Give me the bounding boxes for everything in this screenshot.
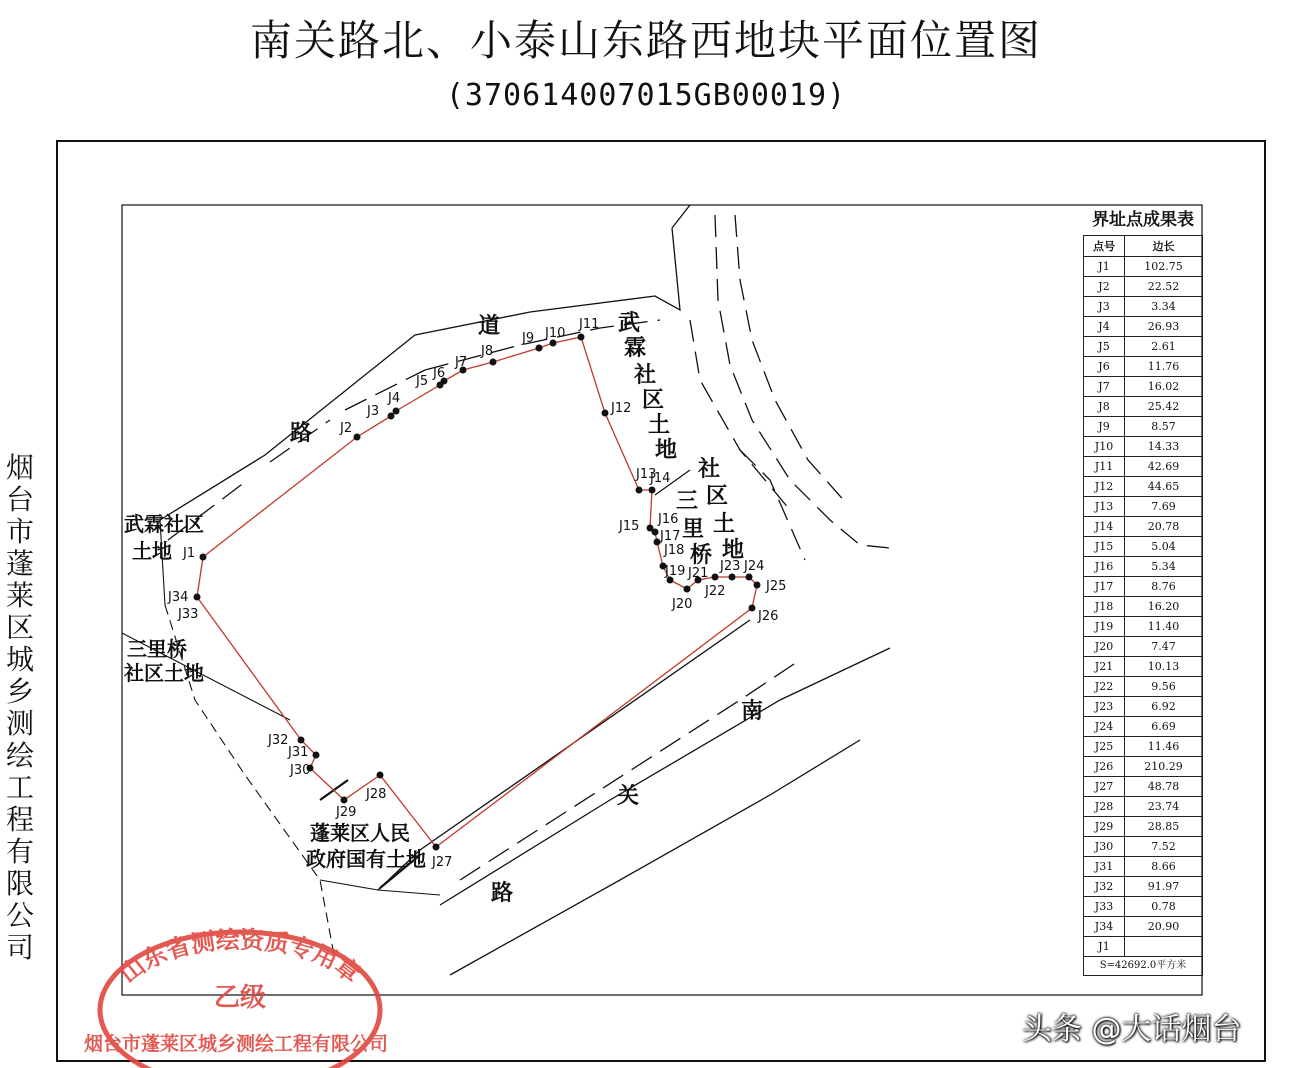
label-J10: J10 — [545, 326, 566, 341]
region-sanliqiao-east-6: 里 — [682, 517, 705, 542]
point-J16 — [652, 529, 659, 536]
label-J24: J24 — [744, 559, 765, 574]
edge-length-cell: 20.78 — [1125, 517, 1203, 537]
region-sanliqiao-west-2: 社区土地 — [124, 661, 204, 685]
table-row — [1084, 637, 1203, 657]
edge-length-cell: 7.52 — [1125, 837, 1203, 857]
point-id-cell: J15 — [1084, 537, 1125, 557]
region-gov-1: 蓬莱区人民 — [310, 821, 410, 845]
region-wulin-east-2: 霖 — [624, 336, 647, 361]
point-id-cell: J8 — [1084, 397, 1125, 417]
table-row — [1084, 857, 1203, 877]
table-row — [1084, 797, 1203, 817]
label-J5: J5 — [416, 374, 429, 389]
point-id-cell: J31 — [1084, 857, 1125, 877]
edge-length-cell: 0.78 — [1125, 897, 1203, 917]
edge-length-cell: 5.04 — [1125, 537, 1203, 557]
point-id-cell: J30 — [1084, 837, 1125, 857]
edge-length-cell: 3.34 — [1125, 297, 1203, 317]
table-row — [1084, 417, 1203, 437]
road-south-dashed-1 — [460, 660, 800, 880]
point-id-cell: J33 — [1084, 897, 1125, 917]
point-id-cell: J19 — [1084, 617, 1125, 637]
road-label-guan: 关 — [617, 784, 640, 809]
point-id-cell: J32 — [1084, 877, 1125, 897]
table-row — [1084, 757, 1203, 777]
table-row — [1084, 937, 1203, 957]
point-J23 — [729, 574, 736, 581]
label-J19: J19 — [665, 564, 686, 579]
point-id-cell: J1 — [1084, 937, 1125, 957]
edge-length-cell: 7.69 — [1125, 497, 1203, 517]
point-id-cell: J22 — [1084, 677, 1125, 697]
point-J1 — [200, 554, 207, 561]
boundary-points — [194, 334, 764, 851]
point-J3 — [388, 413, 395, 420]
point-id-cell: J16 — [1084, 557, 1125, 577]
survey-seal — [83, 926, 388, 1068]
point-J22 — [712, 574, 719, 581]
table-row — [1084, 277, 1203, 297]
parcel-boundary — [197, 337, 757, 847]
label-J9: J9 — [522, 331, 535, 346]
seal-grade: 乙级 — [213, 983, 267, 1013]
label-J29: J29 — [336, 805, 357, 820]
table-row — [1084, 557, 1203, 577]
edge-length-cell: 11.76 — [1125, 357, 1203, 377]
point-id-cell: J29 — [1084, 817, 1125, 837]
road-north-dashed — [168, 370, 425, 540]
point-J9 — [536, 345, 543, 352]
road-east-dashed-3 — [715, 215, 890, 548]
edge-length-cell: 9.56 — [1125, 677, 1203, 697]
point-id-cell: J7 — [1084, 377, 1125, 397]
label-J1: J1 — [183, 546, 196, 561]
region-sanliqiao-east-2: 区 — [706, 484, 729, 509]
edge-length-cell: 28.85 — [1125, 817, 1203, 837]
col-length-header: 边长 — [1125, 236, 1203, 257]
region-wulin-east-3: 社 — [634, 363, 657, 388]
point-id-cell: J2 — [1084, 277, 1125, 297]
table-row — [1084, 317, 1203, 337]
edge-length-cell — [1125, 937, 1203, 957]
road-east-dashed-2 — [740, 450, 805, 560]
point-J34 — [194, 594, 201, 601]
label-J30: J30 — [290, 763, 311, 778]
point-id-cell: J6 — [1084, 357, 1125, 377]
col-point-header: 点号 — [1084, 236, 1125, 257]
label-J27: J27 — [432, 855, 453, 870]
label-J26: J26 — [758, 609, 779, 624]
road-label-dao: 道 — [478, 314, 501, 339]
edge-length-cell: 2.61 — [1125, 337, 1203, 357]
label-J4: J4 — [388, 391, 401, 406]
point-id-cell: J17 — [1084, 577, 1125, 597]
point-id-cell: J18 — [1084, 597, 1125, 617]
edge-length-cell: 14.33 — [1125, 437, 1203, 457]
table-row — [1084, 337, 1203, 357]
area-total: S=42692.0平方米 — [1083, 957, 1203, 976]
label-J16: J16 — [658, 512, 679, 527]
label-J11: J11 — [579, 317, 600, 332]
point-id-cell: J9 — [1084, 417, 1125, 437]
point-id-cell: J13 — [1084, 497, 1125, 517]
edge-length-cell: 44.65 — [1125, 477, 1203, 497]
region-sanliqiao-east-7: 桥 — [690, 543, 713, 568]
edge-length-cell: 11.46 — [1125, 737, 1203, 757]
table-row — [1084, 777, 1203, 797]
label-J23: J23 — [720, 559, 741, 574]
table-row — [1084, 257, 1203, 277]
region-wulin-west-2: 土地 — [132, 539, 172, 563]
table-row — [1084, 897, 1203, 917]
point-J12 — [602, 410, 609, 417]
watermark: 头条 @大话烟台 — [1022, 1012, 1242, 1047]
region-wulin-west-1: 武霖社区 — [124, 512, 204, 536]
region-sanliqiao-east-3: 土 — [713, 512, 736, 537]
edge-length-cell: 5.34 — [1125, 557, 1203, 577]
table-row — [1084, 657, 1203, 677]
label-J28: J28 — [366, 787, 387, 802]
point-id-cell: J23 — [1084, 697, 1125, 717]
edge-length-cell: 20.90 — [1125, 917, 1203, 937]
edge-length-cell: 210.29 — [1125, 757, 1203, 777]
road-north-edge-2 — [672, 205, 690, 228]
point-J14 — [649, 487, 656, 494]
region-gov-2: 政府国有土地 — [306, 847, 426, 871]
parcel-code: (370614007015GB00019) — [445, 78, 847, 113]
point-id-cell: J1 — [1084, 257, 1125, 277]
label-J25: J25 — [766, 579, 787, 594]
label-J31: J31 — [288, 745, 309, 760]
table-row — [1084, 677, 1203, 697]
edge-length-cell: 16.20 — [1125, 597, 1203, 617]
label-J20: J20 — [672, 597, 693, 612]
label-J34: J34 — [168, 590, 189, 605]
point-id-cell: J4 — [1084, 317, 1125, 337]
label-J17: J17 — [660, 529, 681, 544]
point-J31 — [313, 752, 320, 759]
point-id-cell: J21 — [1084, 657, 1125, 677]
edge-length-cell: 7.47 — [1125, 637, 1203, 657]
table-row — [1084, 497, 1203, 517]
label-J13: J13 — [636, 467, 657, 482]
surveyor-company-label: 烟台市蓬莱区城乡测绘工程有限公司 — [5, 451, 34, 964]
region-wulin-east-1: 武 — [618, 311, 641, 336]
boundary-point-table — [1083, 205, 1203, 976]
table-row — [1084, 597, 1203, 617]
edge-length-cell: 23.74 — [1125, 797, 1203, 817]
road-label-nan: 南 — [741, 699, 764, 724]
map-title: 南关路北、小泰山东路西地块平面位置图 — [249, 16, 1042, 65]
table-row — [1084, 457, 1203, 477]
table-row — [1084, 817, 1203, 837]
label-J32: J32 — [268, 733, 289, 748]
point-J26 — [749, 605, 756, 612]
point-J25 — [754, 582, 761, 589]
table-row — [1084, 297, 1203, 317]
table-title: 界址点成果表 — [1092, 210, 1194, 230]
seal-company: 烟台市蓬莱区城乡测绘工程有限公司 — [83, 1033, 389, 1055]
label-J6: J6 — [433, 366, 446, 381]
edge-length-cell: 8.76 — [1125, 577, 1203, 597]
edge-length-cell: 26.93 — [1125, 317, 1203, 337]
point-id-cell: J27 — [1084, 777, 1125, 797]
table-row — [1084, 517, 1203, 537]
table-row — [1084, 697, 1203, 717]
label-J7: J7 — [455, 355, 468, 370]
edge-length-cell: 8.66 — [1125, 857, 1203, 877]
region-wulin-east-6: 地 — [655, 438, 678, 463]
label-J14: J14 — [650, 471, 671, 486]
point-id-cell: J24 — [1084, 717, 1125, 737]
label-J3: J3 — [367, 404, 380, 419]
edge-length-cell: 25.42 — [1125, 397, 1203, 417]
edge-length-cell: 8.57 — [1125, 417, 1203, 437]
road-label-lu-south: 路 — [491, 881, 514, 906]
edge-length-cell: 6.92 — [1125, 697, 1203, 717]
region-sanliqiao-east-5: 三 — [676, 489, 699, 514]
label-J33: J33 — [178, 607, 199, 622]
point-id-cell: J3 — [1084, 297, 1125, 317]
point-id-cell: J28 — [1084, 797, 1125, 817]
point-J4 — [393, 408, 400, 415]
point-J32 — [298, 737, 305, 744]
road-label-lu-north: 路 — [290, 421, 313, 446]
edge-length-cell: 16.02 — [1125, 377, 1203, 397]
edge-length-cell: 10.13 — [1125, 657, 1203, 677]
table-row — [1084, 737, 1203, 757]
region-sanliqiao-east-4: 地 — [722, 538, 745, 563]
edge-length-cell: 6.69 — [1125, 717, 1203, 737]
table-row — [1084, 397, 1203, 417]
point-id-cell: J11 — [1084, 457, 1125, 477]
edge-length-cell: 42.69 — [1125, 457, 1203, 477]
point-J11 — [578, 334, 585, 341]
point-id-cell: J14 — [1084, 517, 1125, 537]
label-J15: J15 — [619, 519, 640, 534]
seal-ring-text: 山东省测绘资质专用章 — [114, 925, 366, 989]
label-J2: J2 — [340, 421, 353, 436]
edge-length-cell: 48.78 — [1125, 777, 1203, 797]
edge-length-cell: 22.52 — [1125, 277, 1203, 297]
label-J12: J12 — [611, 401, 632, 416]
point-id-cell: J12 — [1084, 477, 1125, 497]
region-sanliqiao-east-1: 社 — [698, 457, 721, 482]
point-J27 — [433, 844, 440, 851]
edge-length-cell: 102.75 — [1125, 257, 1203, 277]
label-J18: J18 — [664, 543, 685, 558]
table-row — [1084, 477, 1203, 497]
road-south-edge-3 — [450, 740, 860, 975]
edge-length-cell: 11.40 — [1125, 617, 1203, 637]
point-J20 — [684, 586, 691, 593]
table-row — [1084, 717, 1203, 737]
table-row — [1084, 577, 1203, 597]
table-row — [1084, 377, 1203, 397]
table-row — [1084, 537, 1203, 557]
point-id-cell: J25 — [1084, 737, 1125, 757]
point-id-cell: J20 — [1084, 637, 1125, 657]
inner-frame — [122, 205, 1202, 995]
point-id-cell: J10 — [1084, 437, 1125, 457]
edge-length-cell: 91.97 — [1125, 877, 1203, 897]
point-J24 — [746, 574, 753, 581]
region-west-dashed — [165, 605, 335, 960]
table-row — [1084, 617, 1203, 637]
point-id-cell: J34 — [1084, 917, 1125, 937]
point-J28 — [377, 772, 384, 779]
label-J8: J8 — [481, 344, 494, 359]
point-J13 — [636, 487, 643, 494]
region-wulin-east-4: 区 — [642, 388, 665, 413]
label-J21: J21 — [688, 566, 709, 581]
table-row — [1084, 437, 1203, 457]
point-id-cell: J26 — [1084, 757, 1125, 777]
point-J2 — [354, 434, 361, 441]
point-J29 — [341, 797, 348, 804]
map-labels — [123, 311, 763, 906]
point-length-table — [1083, 235, 1203, 957]
point-J8 — [490, 359, 497, 366]
road-south-edge-2 — [440, 648, 890, 905]
table-row — [1084, 877, 1203, 897]
region-wulin-east-5: 土 — [648, 413, 671, 438]
point-labels — [167, 317, 786, 870]
table-row — [1084, 837, 1203, 857]
table-row — [1084, 917, 1203, 937]
point-id-cell: J5 — [1084, 337, 1125, 357]
table-row — [1084, 357, 1203, 377]
region-sanliqiao-west-1: 三里桥 — [127, 637, 187, 661]
label-J22: J22 — [705, 584, 726, 599]
